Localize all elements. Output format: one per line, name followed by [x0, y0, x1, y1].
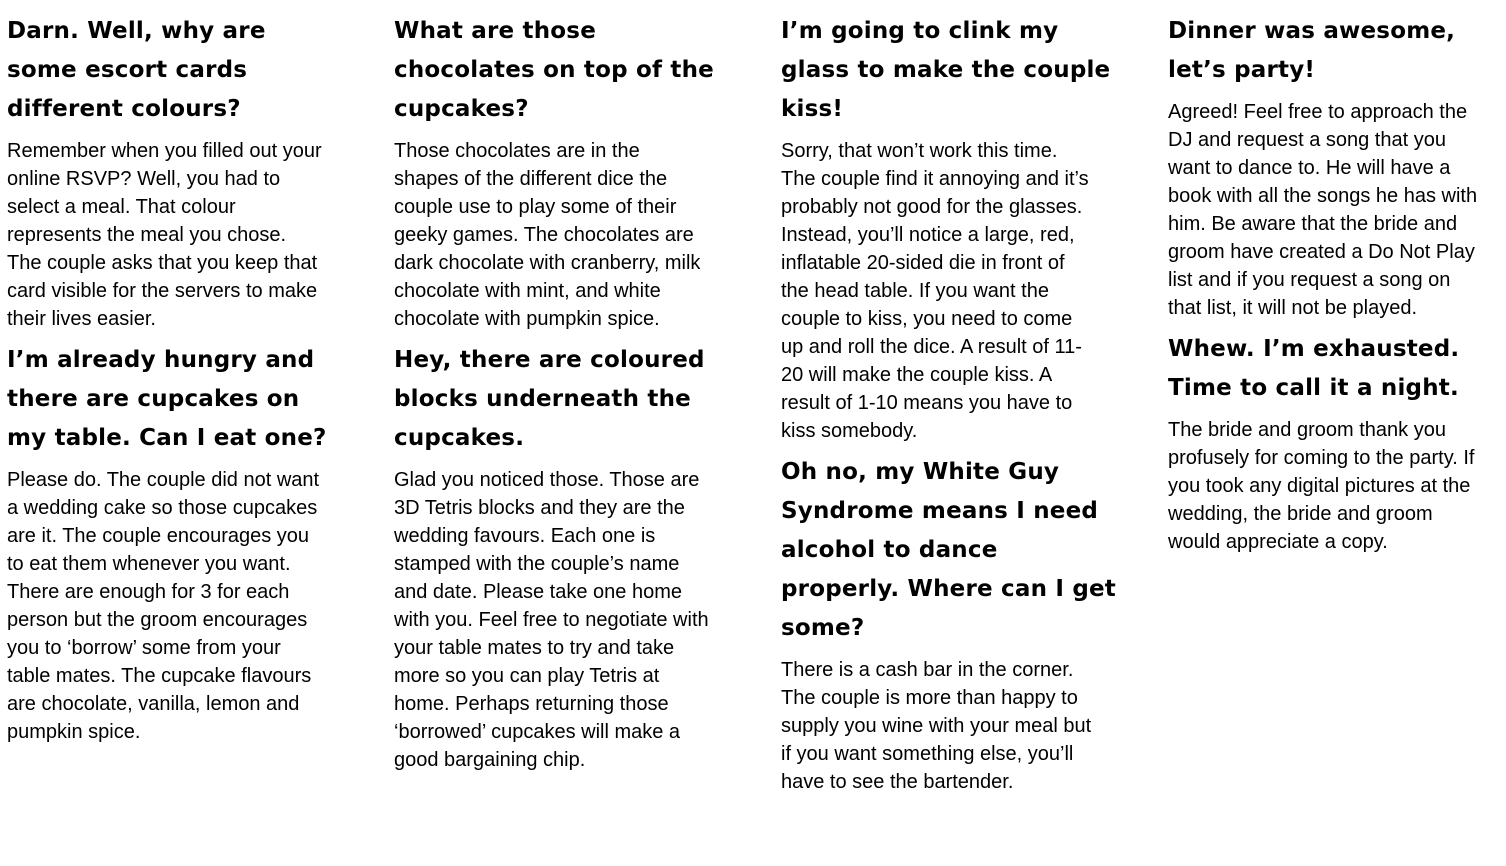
faq-answer-line: There are enough for 3 for each — [7, 581, 290, 603]
faq-answer-line: shapes of the different dice the — [394, 168, 668, 190]
faq-question-line: Oh no, my White Guy — [781, 459, 1060, 485]
faq-question-line: Darn. Well, why are — [7, 18, 266, 44]
faq-answer-line: if you want something else, you’ll — [781, 743, 1074, 765]
faq-answer-line: probably not good for the glasses. — [781, 196, 1083, 218]
faq-answer-line: kiss somebody. — [781, 420, 918, 442]
faq-question-line: Time to call it a night. — [1168, 375, 1459, 401]
faq-question-line: I’m going to clink my — [781, 18, 1059, 44]
faq-answer-line: more so you can play Tetris at — [394, 665, 660, 687]
faq-answer-line: 3D Tetris blocks and they are the — [394, 497, 685, 519]
faq-answer — [7, 466, 357, 746]
faq-question-line: blocks underneath the — [394, 386, 691, 412]
faq-answer-line: There is a cash bar in the corner. — [781, 659, 1074, 681]
faq-answer-line: online RSVP? Well, you had to — [7, 168, 281, 190]
faq-column-2 — [394, 12, 744, 782]
faq-question-line: some escort cards — [7, 57, 248, 83]
faq-question-line: Whew. I’m exhausted. — [1168, 336, 1460, 362]
faq-answer-line: card visible for the servers to make — [7, 280, 318, 302]
faq-answer-line: couple to kiss, you need to come — [781, 308, 1073, 330]
faq-answer-line: Those chocolates are in the — [394, 140, 640, 162]
faq-question — [781, 453, 1131, 648]
faq-question — [7, 12, 357, 129]
faq-answer-line: Glad you noticed those. Those are — [394, 469, 700, 491]
faq-question-line: I’m already hungry and — [7, 347, 315, 373]
faq-question-line: kiss! — [781, 96, 844, 122]
faq-question — [7, 341, 357, 458]
faq-answer-line: The couple asks that you keep that — [7, 252, 318, 274]
faq-answer-line: result of 1-10 means you have to — [781, 392, 1073, 414]
faq-answer-line: ‘borrowed’ cupcakes will make a — [394, 721, 681, 743]
faq-answer-line: with you. Feel free to negotiate with — [394, 609, 709, 631]
faq-question-line: Hey, there are coloured — [394, 347, 705, 373]
faq-answer-line: are chocolate, vanilla, lemon and — [7, 693, 300, 715]
faq-question-line: properly. Where can I get — [781, 576, 1116, 602]
faq-answer-line: select a meal. That colour — [7, 196, 236, 218]
faq-answer-line: to eat them whenever you want. — [7, 553, 291, 575]
faq-answer-line: want to dance to. He will have a — [1168, 157, 1451, 179]
faq-answer — [394, 137, 744, 333]
faq-answer — [7, 137, 357, 333]
faq-answer-line: chocolate with mint, and white — [394, 280, 661, 302]
faq-answer-line: a wedding cake so those cupcakes — [7, 497, 318, 519]
faq-question — [1168, 330, 1503, 408]
faq-answer — [394, 466, 744, 774]
faq-answer-line: table mates. The cupcake flavours — [7, 665, 312, 687]
faq-question-line: What are those — [394, 18, 596, 44]
faq-answer-line: Please do. The couple did not want — [7, 469, 320, 491]
faq-answer-line: home. Perhaps returning those — [394, 693, 669, 715]
faq-answer — [1168, 416, 1503, 556]
faq-answer-line: Sorry, that won’t work this time. — [781, 140, 1058, 162]
faq-answer-line: and date. Please take one home — [394, 581, 682, 603]
faq-answer-line: wedding, the bride and groom — [1168, 503, 1433, 525]
faq-answer-line: book with all the songs he has with — [1168, 185, 1478, 207]
faq-answer-line: geeky games. The chocolates are — [394, 224, 694, 246]
faq-column-1 — [7, 12, 357, 754]
faq-answer-line: The couple is more than happy to — [781, 687, 1078, 709]
faq-answer-line: chocolate with pumpkin spice. — [394, 308, 660, 330]
faq-answer — [781, 137, 1131, 445]
faq-answer-line: couple use to play some of their — [394, 196, 677, 218]
faq-answer-line: the head table. If you want the — [781, 280, 1049, 302]
faq-question-line: cupcakes? — [394, 96, 529, 122]
faq-answer-line: list and if you request a song on — [1168, 269, 1451, 291]
faq-question — [1168, 12, 1503, 90]
faq-answer-line: are it. The couple encourages you — [7, 525, 310, 547]
faq-question-line: cupcakes. — [394, 425, 525, 451]
faq-question-line: chocolates on top of the — [394, 57, 714, 83]
faq-answer-line: Remember when you filled out your — [7, 140, 322, 162]
faq-question-line: let’s party! — [1168, 57, 1316, 83]
faq-answer-line: good bargaining chip. — [394, 749, 586, 771]
faq-answer-line: supply you wine with your meal but — [781, 715, 1092, 737]
faq-answer-line: have to see the bartender. — [781, 771, 1014, 793]
faq-question-line: there are cupcakes on — [7, 386, 300, 412]
faq-answer-line: The bride and groom thank you — [1168, 419, 1446, 441]
faq-question-line: Syndrome means I need — [781, 498, 1099, 524]
faq-answer-line: inflatable 20-sided die in front of — [781, 252, 1065, 274]
faq-answer-line: 20 will make the couple kiss. A — [781, 364, 1053, 386]
faq-question-line: Dinner was awesome, — [1168, 18, 1456, 44]
faq-answer-line: The couple find it annoying and it’s — [781, 168, 1089, 190]
faq-column-3 — [781, 12, 1131, 804]
faq-answer-line: would appreciate a copy. — [1168, 531, 1388, 553]
faq-answer-line: up and roll the dice. A result of 11- — [781, 336, 1082, 358]
faq-answer-line: person but the groom encourages — [7, 609, 308, 631]
faq-question — [394, 341, 744, 458]
faq-question-line: different colours? — [7, 96, 241, 122]
faq-answer-line: Agreed! Feel free to approach the — [1168, 101, 1468, 123]
faq-answer-line: wedding favours. Each one is — [394, 525, 656, 547]
faq-answer-line: DJ and request a song that you — [1168, 129, 1446, 151]
faq-question — [394, 12, 744, 129]
faq-answer — [781, 656, 1131, 796]
faq-answer-line: their lives easier. — [7, 308, 156, 330]
faq-column-4 — [1168, 12, 1503, 564]
faq-answer-line: you to ‘borrow’ some from your — [7, 637, 281, 659]
faq-answer-line: that list, it will not be played. — [1168, 297, 1418, 319]
faq-answer-line: profusely for coming to the party. If — [1168, 447, 1475, 469]
faq-answer-line: pumpkin spice. — [7, 721, 141, 743]
faq-question-line: alcohol to dance — [781, 537, 998, 563]
faq-question-line: some? — [781, 615, 865, 641]
faq-answer — [1168, 98, 1503, 322]
faq-answer-line: groom have created a Do Not Play — [1168, 241, 1475, 263]
faq-question-line: my table. Can I eat one? — [7, 425, 327, 451]
faq-question — [781, 12, 1131, 129]
faq-answer-line: you took any digital pictures at the — [1168, 475, 1471, 497]
faq-answer-line: stamped with the couple’s name — [394, 553, 680, 575]
faq-answer-line: your table mates to try and take — [394, 637, 675, 659]
faq-answer-line: dark chocolate with cranberry, milk — [394, 252, 701, 274]
faq-answer-line: him. Be aware that the bride and — [1168, 213, 1458, 235]
faq-answer-line: represents the meal you chose. — [7, 224, 287, 246]
faq-question-line: glass to make the couple — [781, 57, 1111, 83]
faq-answer-line: Instead, you’ll notice a large, red, — [781, 224, 1075, 246]
